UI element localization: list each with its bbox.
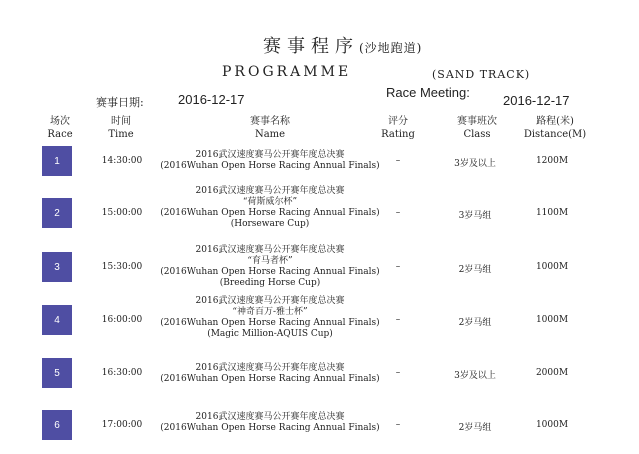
race-class: 2岁马组: [458, 423, 492, 433]
race-name-line: 2016武汉速度赛马公开赛年度总决赛: [195, 245, 345, 255]
race-name-line: “育马者杯”: [247, 256, 293, 266]
race-name-line: (2016Wuhan Open Horse Racing Annual Finals): [160, 318, 380, 328]
header-cn: 路程(米): [536, 116, 574, 127]
race-distance: 1100M: [535, 208, 569, 218]
race-time: 15:30:00: [101, 262, 143, 272]
header-cn: 时间: [111, 116, 131, 127]
race-number-badge: 3: [42, 252, 72, 282]
column-header-time: [98, 115, 144, 141]
title-cn-sub: (沙地跑道): [359, 41, 423, 55]
race-rating: –: [395, 315, 401, 325]
race-name-line: (Breeding Horse Cup): [219, 278, 321, 288]
header-cn: 场次: [50, 116, 70, 127]
race-distance: 2000M: [535, 368, 569, 378]
header-en: Distance(M): [523, 129, 587, 140]
race-meeting-label: Race Meeting:: [386, 85, 470, 100]
race-name-line: “荷斯威尔杯”: [242, 197, 298, 207]
race-number-badge: 5: [42, 358, 72, 388]
date-label-cn: 赛事日期:: [96, 96, 144, 109]
race-date-en: 2016-12-17: [503, 93, 570, 108]
race-distance: 1000M: [535, 315, 569, 325]
race-name-line: 2016武汉速度赛马公开赛年度总决赛: [195, 296, 345, 306]
race-class: 2岁马组: [458, 318, 492, 328]
race-number-badge: 1: [42, 146, 72, 176]
race-name-line: 2016武汉速度赛马公开赛年度总决赛: [195, 186, 345, 196]
race-name: [150, 412, 390, 434]
race-time: 15:00:00: [101, 208, 143, 218]
race-rating: –: [395, 262, 401, 272]
column-header-rating: [378, 115, 418, 141]
column-header-distance: [520, 115, 590, 141]
race-date-cn: 2016-12-17: [178, 92, 245, 107]
race-name-line: 2016武汉速度赛马公开赛年度总决赛: [195, 412, 345, 422]
header-en: Time: [108, 129, 134, 140]
race-rating: –: [395, 420, 401, 430]
race-name-line: (2016Wuhan Open Horse Racing Annual Finals): [160, 267, 380, 277]
column-header-race: [40, 115, 80, 141]
race-name-line: (2016Wuhan Open Horse Racing Annual Finals): [160, 208, 380, 218]
race-class: 3岁及以上: [454, 371, 496, 381]
header-en: Rating: [381, 129, 415, 140]
title-en: PROGRAMME: [222, 64, 352, 80]
race-rating: –: [395, 156, 401, 166]
race-name-line: 2016武汉速度赛马公开赛年度总决赛: [195, 363, 345, 373]
race-number-badge: 4: [42, 305, 72, 335]
race-number-badge: 6: [42, 410, 72, 440]
race-time: 16:00:00: [101, 315, 143, 325]
title-cn: 赛事程序: [263, 36, 359, 57]
header-en: Race: [47, 129, 73, 140]
race-time: 14:30:00: [101, 156, 143, 166]
header-cn: 评分: [388, 116, 408, 127]
race-name: [150, 150, 390, 172]
page-title: [263, 32, 422, 58]
race-rating: –: [395, 208, 401, 218]
header-en: Class: [463, 129, 491, 140]
race-time: 17:00:00: [101, 420, 143, 430]
race-name-line: 2016武汉速度赛马公开赛年度总决赛: [195, 150, 345, 160]
race-rating: –: [395, 368, 401, 378]
header-cn: 赛事名称: [250, 116, 290, 127]
race-name: [150, 245, 390, 289]
race-name-line: (Magic Million-AQUIS Cup): [207, 329, 333, 339]
race-distance: 1000M: [535, 262, 569, 272]
race-name: [150, 186, 390, 230]
race-name-line: (2016Wuhan Open Horse Racing Annual Finals): [160, 374, 380, 384]
race-time: 16:30:00: [101, 368, 143, 378]
race-distance: 1200M: [535, 156, 569, 166]
race-name-line: (Horseware Cup): [230, 219, 310, 229]
race-class: 3岁马组: [458, 211, 492, 221]
race-name-line: (2016Wuhan Open Horse Racing Annual Finals): [160, 423, 380, 433]
race-distance: 1000M: [535, 420, 569, 430]
race-name-line: “神奇百万-雅士杯”: [232, 307, 308, 317]
column-header-class: [442, 115, 512, 141]
race-name: [150, 363, 390, 385]
race-class: 2岁马组: [458, 265, 492, 275]
column-header-name: [200, 115, 340, 141]
race-class: 3岁及以上: [454, 159, 496, 169]
race-name: [150, 296, 390, 340]
race-name-line: (2016Wuhan Open Horse Racing Annual Finals): [160, 161, 380, 171]
track-label: (SAND TRACK): [432, 68, 531, 81]
header-cn: 赛事班次: [457, 116, 497, 127]
header-en: Name: [254, 129, 286, 140]
race-number-badge: 2: [42, 198, 72, 228]
